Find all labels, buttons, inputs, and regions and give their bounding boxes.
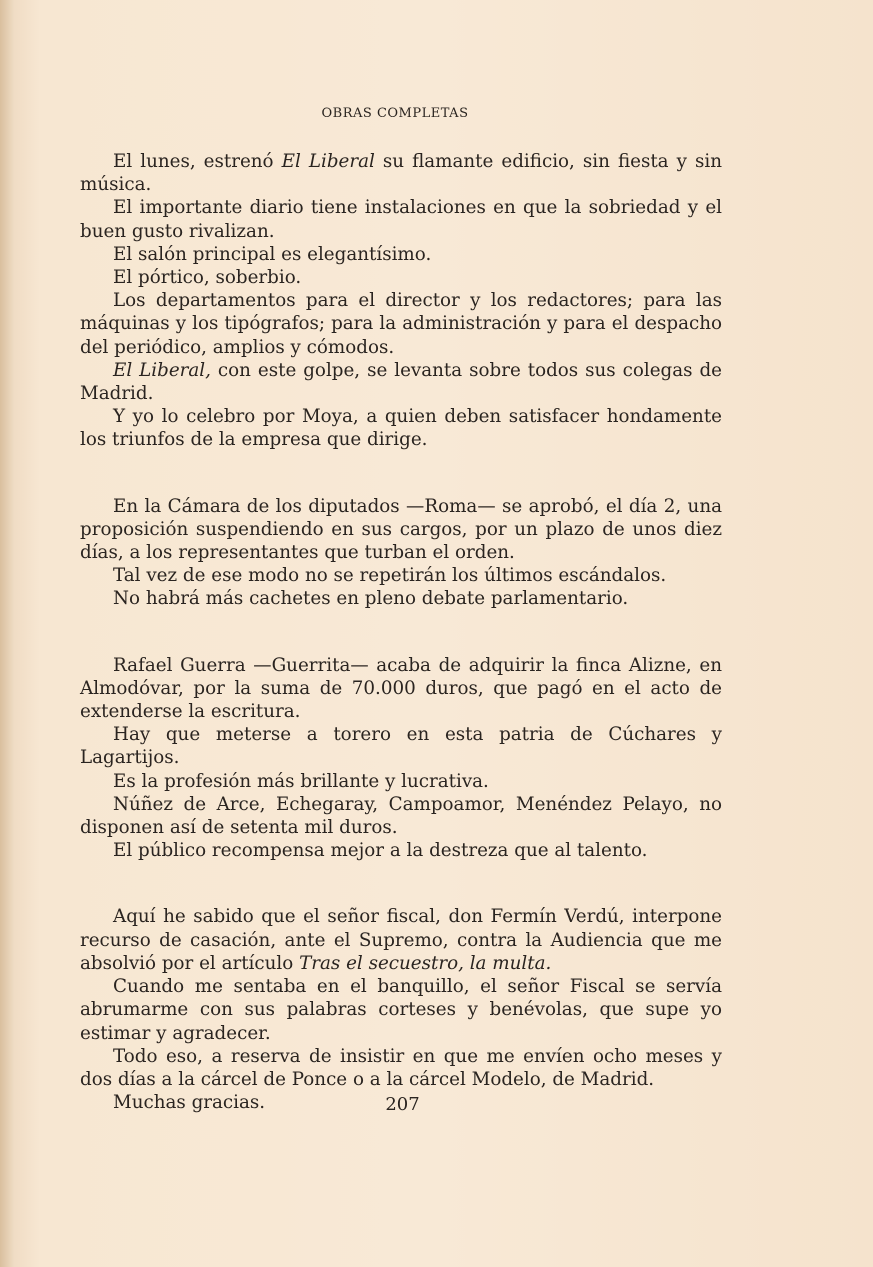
text-run: Aquí he sabido que el señor fiscal, don Fermín Verdú, interpone recurso de casación, ante el Supremo, contra la Audiencia que me absolvió por el artículo — [80, 906, 722, 974]
text-run: Cuando me sentaba en el banquillo, el señor Fiscal se servía abrumarme con sus palabras corteses y benévolas, que supe yo estimar y agradecer. — [80, 976, 722, 1044]
text-run: con este golpe, se levanta sobre todos sus colegas de Madrid. — [80, 359, 722, 405]
text-run: Muchas gracias. — [113, 1092, 266, 1114]
paragraph — [80, 587, 722, 610]
paragraph — [80, 793, 722, 839]
text-run: En la Cámara de los diputados —Roma— se aprobó, el día 2, una proposición suspendiendo en sus cargos, por un plazo de unos diez días, a los representantes que turban el orden. — [80, 495, 722, 564]
running-header: OBRAS COMPLETAS — [321, 106, 469, 121]
paragraph — [80, 196, 722, 242]
text-run: El salón principal es elegantísimo. — [113, 243, 432, 265]
paragraph — [80, 289, 722, 359]
text-run: Es la profesión más brillante y lucrativa. — [113, 770, 489, 792]
text-run: Rafael Guerra —Guerrita— acaba de adquirir la finca Alizne, en Almodóvar, por la suma de 70.000 duros, que pagó en el acto de extenderse la escritura. — [80, 654, 722, 723]
italic-title: Tras el secuestro, la multa. — [299, 952, 552, 974]
paragraph — [80, 266, 722, 289]
text-run: El público recompensa mejor a la destreza que al talento. — [113, 840, 648, 862]
text-run: No habrá más cachetes en pleno debate parlamentario. — [113, 588, 629, 610]
body-text — [80, 150, 722, 1157]
paragraph — [80, 243, 722, 266]
paragraph — [80, 654, 722, 724]
article-section — [80, 150, 722, 452]
article-section — [80, 654, 722, 863]
text-run: Hay que meterse a torero en esta patria de Cúchares y Lagartijos. — [80, 724, 722, 769]
paragraph — [80, 564, 722, 587]
text-run: El pórtico, soberbio. — [113, 267, 302, 289]
paragraph — [80, 359, 722, 405]
article-section — [80, 905, 722, 1114]
page-binding-edge — [0, 0, 14, 1267]
paragraph — [80, 839, 722, 862]
paragraph — [80, 150, 722, 196]
paragraph — [80, 405, 722, 451]
paragraph — [80, 905, 722, 975]
text-run: Tal vez de ese modo no se repetirán los últimos escándalos. — [113, 565, 667, 587]
paragraph — [80, 723, 722, 769]
paragraph — [80, 770, 722, 793]
page-number: 207 — [385, 1094, 420, 1115]
paragraph — [80, 495, 722, 565]
text-run: su flamante edificio, sin fiesta y sin música. — [80, 151, 722, 196]
italic-title: El Liberal — [281, 151, 375, 172]
text-run: El importante diario tiene instalaciones en que la sobriedad y el buen gusto rivalizan. — [80, 197, 722, 242]
text-run: Núñez de Arce, Echegaray, Campoamor, Menéndez Pelayo, no disponen así de setenta mil duros. — [80, 793, 722, 839]
paragraph — [80, 1045, 722, 1091]
italic-title: El Liberal, — [113, 359, 211, 381]
paragraph — [80, 975, 722, 1045]
text-run: Y yo lo celebro por Moya, a quien deben satisfacer hondamente los triunfos de la empresa que dirige. — [80, 406, 722, 451]
article-section — [80, 495, 722, 611]
text-run: Los departamentos para el director y los redactores; para las máquinas y los tipógrafos; para la administración y para el despacho del periódico, amplios y cómodos. — [80, 290, 722, 358]
text-run: Todo eso, a reserva de insistir en que me envíen ocho meses y dos días a la cárcel de Ponce o a la cárcel Modelo, de Madrid. — [80, 1045, 722, 1090]
text-run: El lunes, estrenó — [113, 151, 282, 172]
